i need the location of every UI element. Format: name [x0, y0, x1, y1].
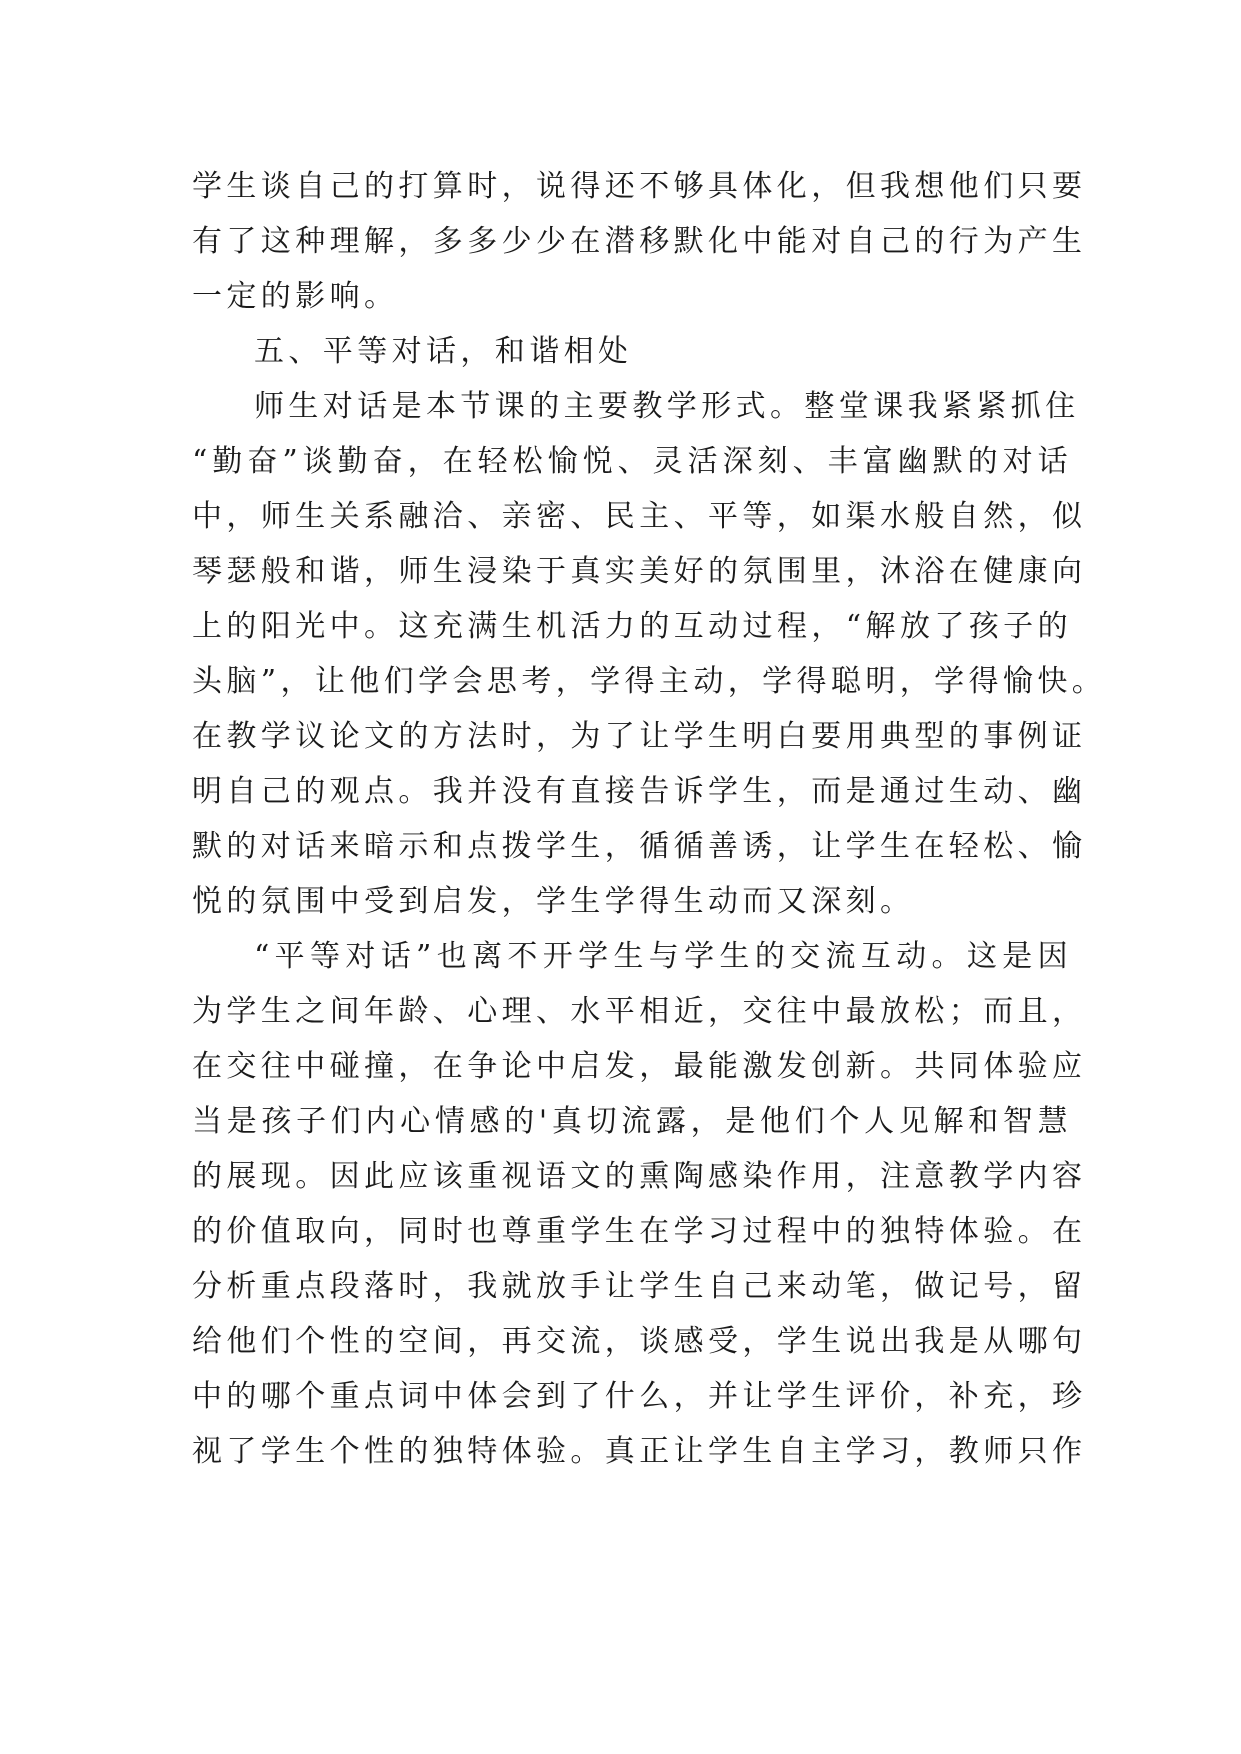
text-line: 头脑”，让他们学会思考，学得主动，学得聪明，学得愉快。 [192, 664, 1107, 699]
text-line: 给他们个性的空间，再交流，谈感受，学生说出我是从哪句 [192, 1324, 1087, 1359]
text-line: 当是孩子们内心情感的'真切流露，是他们个人见解和智慧 [192, 1104, 1072, 1139]
text-line: 明自己的观点。我并没有直接告诉学生，而是通过生动、幽 [192, 774, 1087, 809]
text-line: 视了学生个性的独特体验。真正让学生自主学习，教师只作 [192, 1434, 1087, 1469]
text-line: 一定的影响。 [192, 279, 399, 314]
text-line: 为学生之间年龄、心理、水平相近，交往中最放松；而且， [192, 994, 1087, 1029]
text-line: 悦的氛围中受到启发，学生学得生动而又深刻。 [192, 884, 915, 919]
text-line: “平等对话”也离不开学生与学生的交流互动。这是因 [254, 939, 1072, 974]
text-line: 分析重点段落时，我就放手让学生自己来动笔，做记号，留 [192, 1269, 1087, 1304]
text-line: 默的对话来暗示和点拨学生，循循善诱，让学生在轻松、愉 [192, 829, 1087, 864]
section-heading: 五、平等对话，和谐相处 [254, 334, 633, 369]
document-body [192, 159, 1107, 1479]
text-line: 在交往中碰撞，在争论中启发，最能激发创新。共同体验应 [192, 1049, 1087, 1084]
text-line: 上的阳光中。这充满生机活力的互动过程，“解放了孩子的 [192, 609, 1072, 644]
text-line: 中，师生关系融洽、亲密、民主、平等，如渠水般自然，似 [192, 499, 1087, 534]
text-line: 中的哪个重点词中体会到了什么，并让学生评价，补充，珍 [192, 1379, 1087, 1414]
text-line: 在教学议论文的方法时，为了让学生明白要用典型的事例证 [192, 719, 1087, 754]
text-line: 的展现。因此应该重视语文的熏陶感染作用，注意教学内容 [192, 1159, 1087, 1194]
text-line: 的价值取向，同时也尊重学生在学习过程中的独特体验。在 [192, 1214, 1087, 1249]
text-line: 师生对话是本节课的主要教学形式。整堂课我紧紧抓住 [254, 389, 1080, 424]
text-line: 学生谈自己的打算时，说得还不够具体化，但我想他们只要 [192, 169, 1087, 204]
text-line: 有了这种理解，多多少少在潜移默化中能对自己的行为产生 [192, 224, 1087, 259]
text-line: 琴瑟般和谐，师生浸染于真实美好的氛围里，沐浴在健康向 [192, 554, 1087, 589]
text-line: “勤奋”谈勤奋，在轻松愉悦、灵活深刻、丰富幽默的对话 [192, 444, 1072, 479]
